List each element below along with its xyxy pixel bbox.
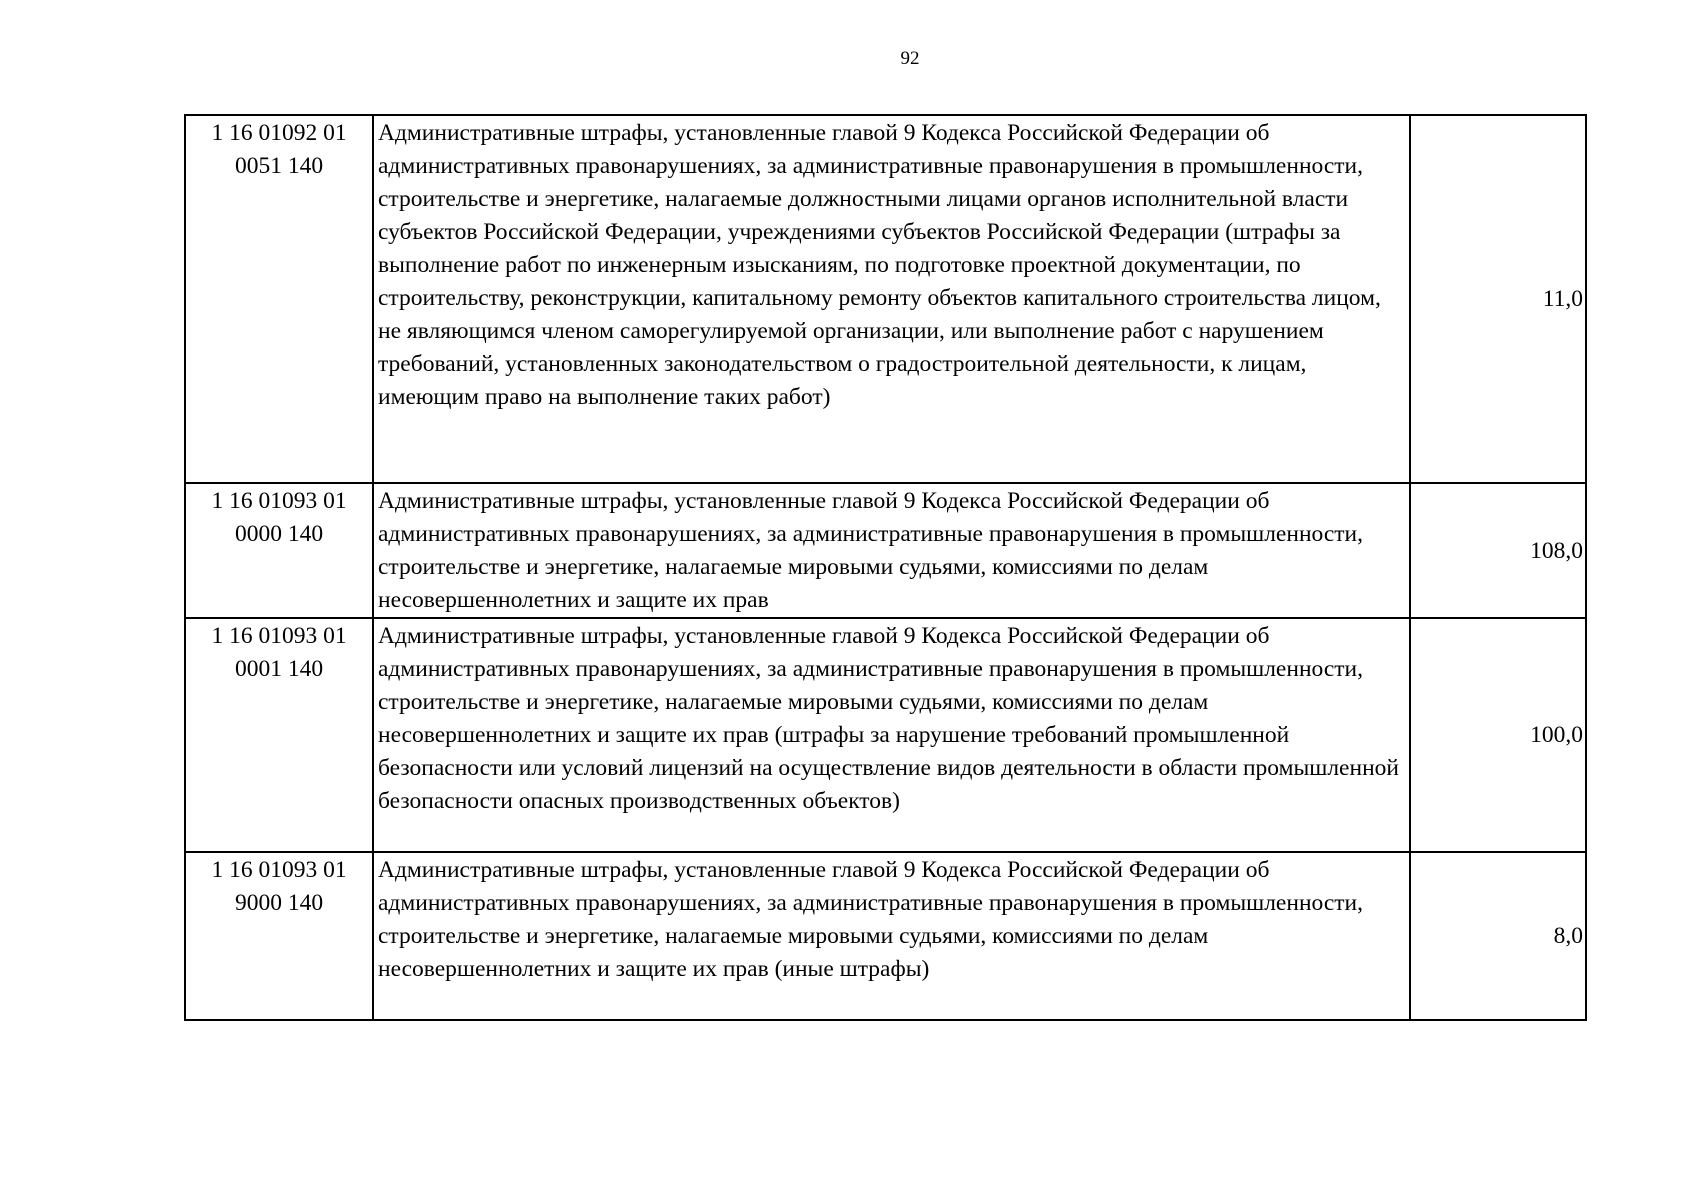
- page-number: 92: [900, 48, 920, 69]
- table-row: [185, 618, 1586, 852]
- table-row: [185, 852, 1586, 1020]
- revenue-name-cell: Административные штрафы, установленные главой 9 Кодекса Российской Федерации об административных правонарушениях, за административные правонарушения в промышленности, строительстве и энергетике, налагаемые должностными лицами органов исполнительной власти субъектов Российской Федерации, учреждениями субъектов Российской Федерации (штрафы за выполнение работ по инженерным изысканиям, по подготовке проектной документации, по строительству, реконструкции, капитальному ремонту объектов капитального строительства лицом, не являющимся членом саморегулируемой организации, или выполнение работ с нарушением требований, установленных законодательством о градостроительной деятельности, к лицам, имеющим право на выполнение таких работ): [373, 115, 1410, 483]
- amount-cell: 11,0: [1410, 115, 1586, 483]
- table-row: [185, 483, 1586, 618]
- budget-table: [184, 114, 1587, 1021]
- budget-code-line: 1 16 01092 01: [211, 120, 347, 146]
- budget-code-cell: [185, 115, 373, 483]
- table-row: [185, 115, 1586, 483]
- revenue-name-cell: Административные штрафы, установленные главой 9 Кодекса Российской Федерации об административных правонарушениях, за административные правонарушения в промышленности, строительстве и энергетике, налагаемые мировыми судьями, комиссиями по делам несовершеннолетних и защите их прав (штрафы за нарушение требований промышленной безопасности или условий лицензий на осуществление видов деятельности в области промышленной безопасности опасных производственных объектов): [373, 618, 1410, 852]
- amount-cell: 100,0: [1410, 618, 1586, 852]
- budget-code-line: 0051 140: [234, 153, 324, 179]
- revenue-name-cell: Административные штрафы, установленные главой 9 Кодекса Российской Федерации об административных правонарушениях, за административные правонарушения в промышленности, строительстве и энергетике, налагаемые мировыми судьями, комиссиями по делам несовершеннолетних и защите их прав: [373, 483, 1410, 618]
- amount-cell: 8,0: [1410, 852, 1586, 1020]
- budget-code-line: 1 16 01093 01: [211, 857, 347, 883]
- budget-code-line: 0000 140: [234, 521, 324, 547]
- budget-code-cell: [185, 483, 373, 618]
- budget-code-line: 1 16 01093 01: [211, 488, 347, 514]
- amount-cell: 108,0: [1410, 483, 1586, 618]
- budget-code-cell: [185, 852, 373, 1020]
- budget-code-line: 9000 140: [234, 890, 324, 916]
- budget-code-cell: [185, 618, 373, 852]
- budget-code-line: 1 16 01093 01: [211, 623, 347, 649]
- revenue-name-cell: Административные штрафы, установленные главой 9 Кодекса Российской Федерации об административных правонарушениях, за административные правонарушения в промышленности, строительстве и энергетике, налагаемые мировыми судьями, комиссиями по делам несовершеннолетних и защите их прав (иные штрафы): [373, 852, 1410, 1020]
- budget-code-line: 0001 140: [234, 656, 324, 682]
